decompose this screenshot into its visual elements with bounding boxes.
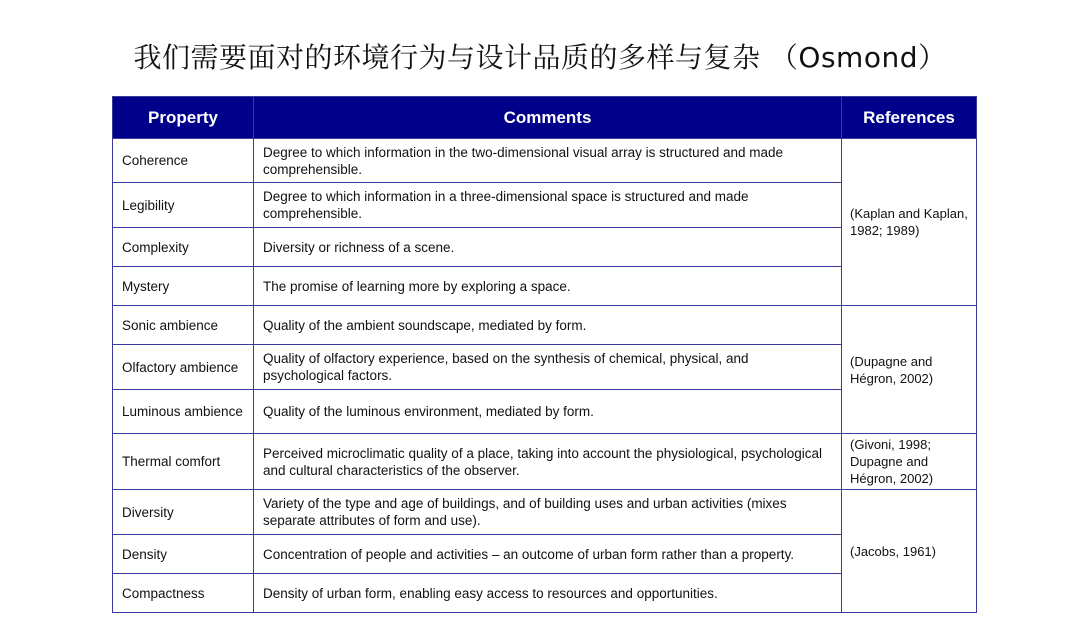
slide-title: 我们需要面对的环境行为与设计品质的多样与复杂 （Osmond） bbox=[133, 41, 947, 74]
property-cell: Compactness bbox=[113, 574, 254, 613]
table-header-row bbox=[113, 97, 977, 139]
property-cell: Diversity bbox=[113, 490, 254, 535]
table-row bbox=[113, 306, 977, 345]
table-row bbox=[113, 139, 977, 183]
property-cell: Coherence bbox=[113, 139, 254, 183]
property-cell: Sonic ambience bbox=[113, 306, 254, 345]
header-references: References bbox=[842, 97, 977, 139]
comment-cell: Perceived microclimatic quality of a place, taking into account the physiological, psychological and cultural characteristics of the observer. bbox=[254, 434, 842, 490]
table-row bbox=[113, 490, 977, 535]
reference-cell: (Dupagne and Hégron, 2002) bbox=[842, 306, 977, 434]
comment-cell: Quality of the luminous environment, mediated by form. bbox=[254, 390, 842, 434]
header-property: Property bbox=[113, 97, 254, 139]
comment-cell: Diversity or richness of a scene. bbox=[254, 228, 842, 267]
reference-cell: (Jacobs, 1961) bbox=[842, 490, 977, 613]
table-row bbox=[113, 434, 977, 490]
property-cell: Legibility bbox=[113, 183, 254, 228]
comment-cell: Quality of olfactory experience, based on the synthesis of chemical, physical, and psychological factors. bbox=[254, 345, 842, 390]
header-comments: Comments bbox=[254, 97, 842, 139]
comment-cell: Variety of the type and age of buildings, and of building uses and urban activities (mixes separate attributes of form and use). bbox=[254, 490, 842, 535]
property-cell: Mystery bbox=[113, 267, 254, 306]
property-cell: Complexity bbox=[113, 228, 254, 267]
property-cell: Thermal comfort bbox=[113, 434, 254, 490]
properties-table bbox=[112, 96, 977, 613]
comment-cell: Degree to which information in a three-dimensional space is structured and made comprehensible. bbox=[254, 183, 842, 228]
comment-cell: Quality of the ambient soundscape, mediated by form. bbox=[254, 306, 842, 345]
comment-cell: The promise of learning more by exploring a space. bbox=[254, 267, 842, 306]
property-cell: Luminous ambience bbox=[113, 390, 254, 434]
comment-cell: Density of urban form, enabling easy access to resources and opportunities. bbox=[254, 574, 842, 613]
comment-cell: Concentration of people and activities – an outcome of urban form rather than a property. bbox=[254, 535, 842, 574]
property-cell: Olfactory ambience bbox=[113, 345, 254, 390]
comment-cell: Degree to which information in the two-dimensional visual array is structured and made comprehensible. bbox=[254, 139, 842, 183]
property-cell: Density bbox=[113, 535, 254, 574]
reference-cell: (Givoni, 1998; Dupagne and Hégron, 2002) bbox=[842, 434, 977, 490]
reference-cell: (Kaplan and Kaplan, 1982; 1989) bbox=[842, 139, 977, 306]
